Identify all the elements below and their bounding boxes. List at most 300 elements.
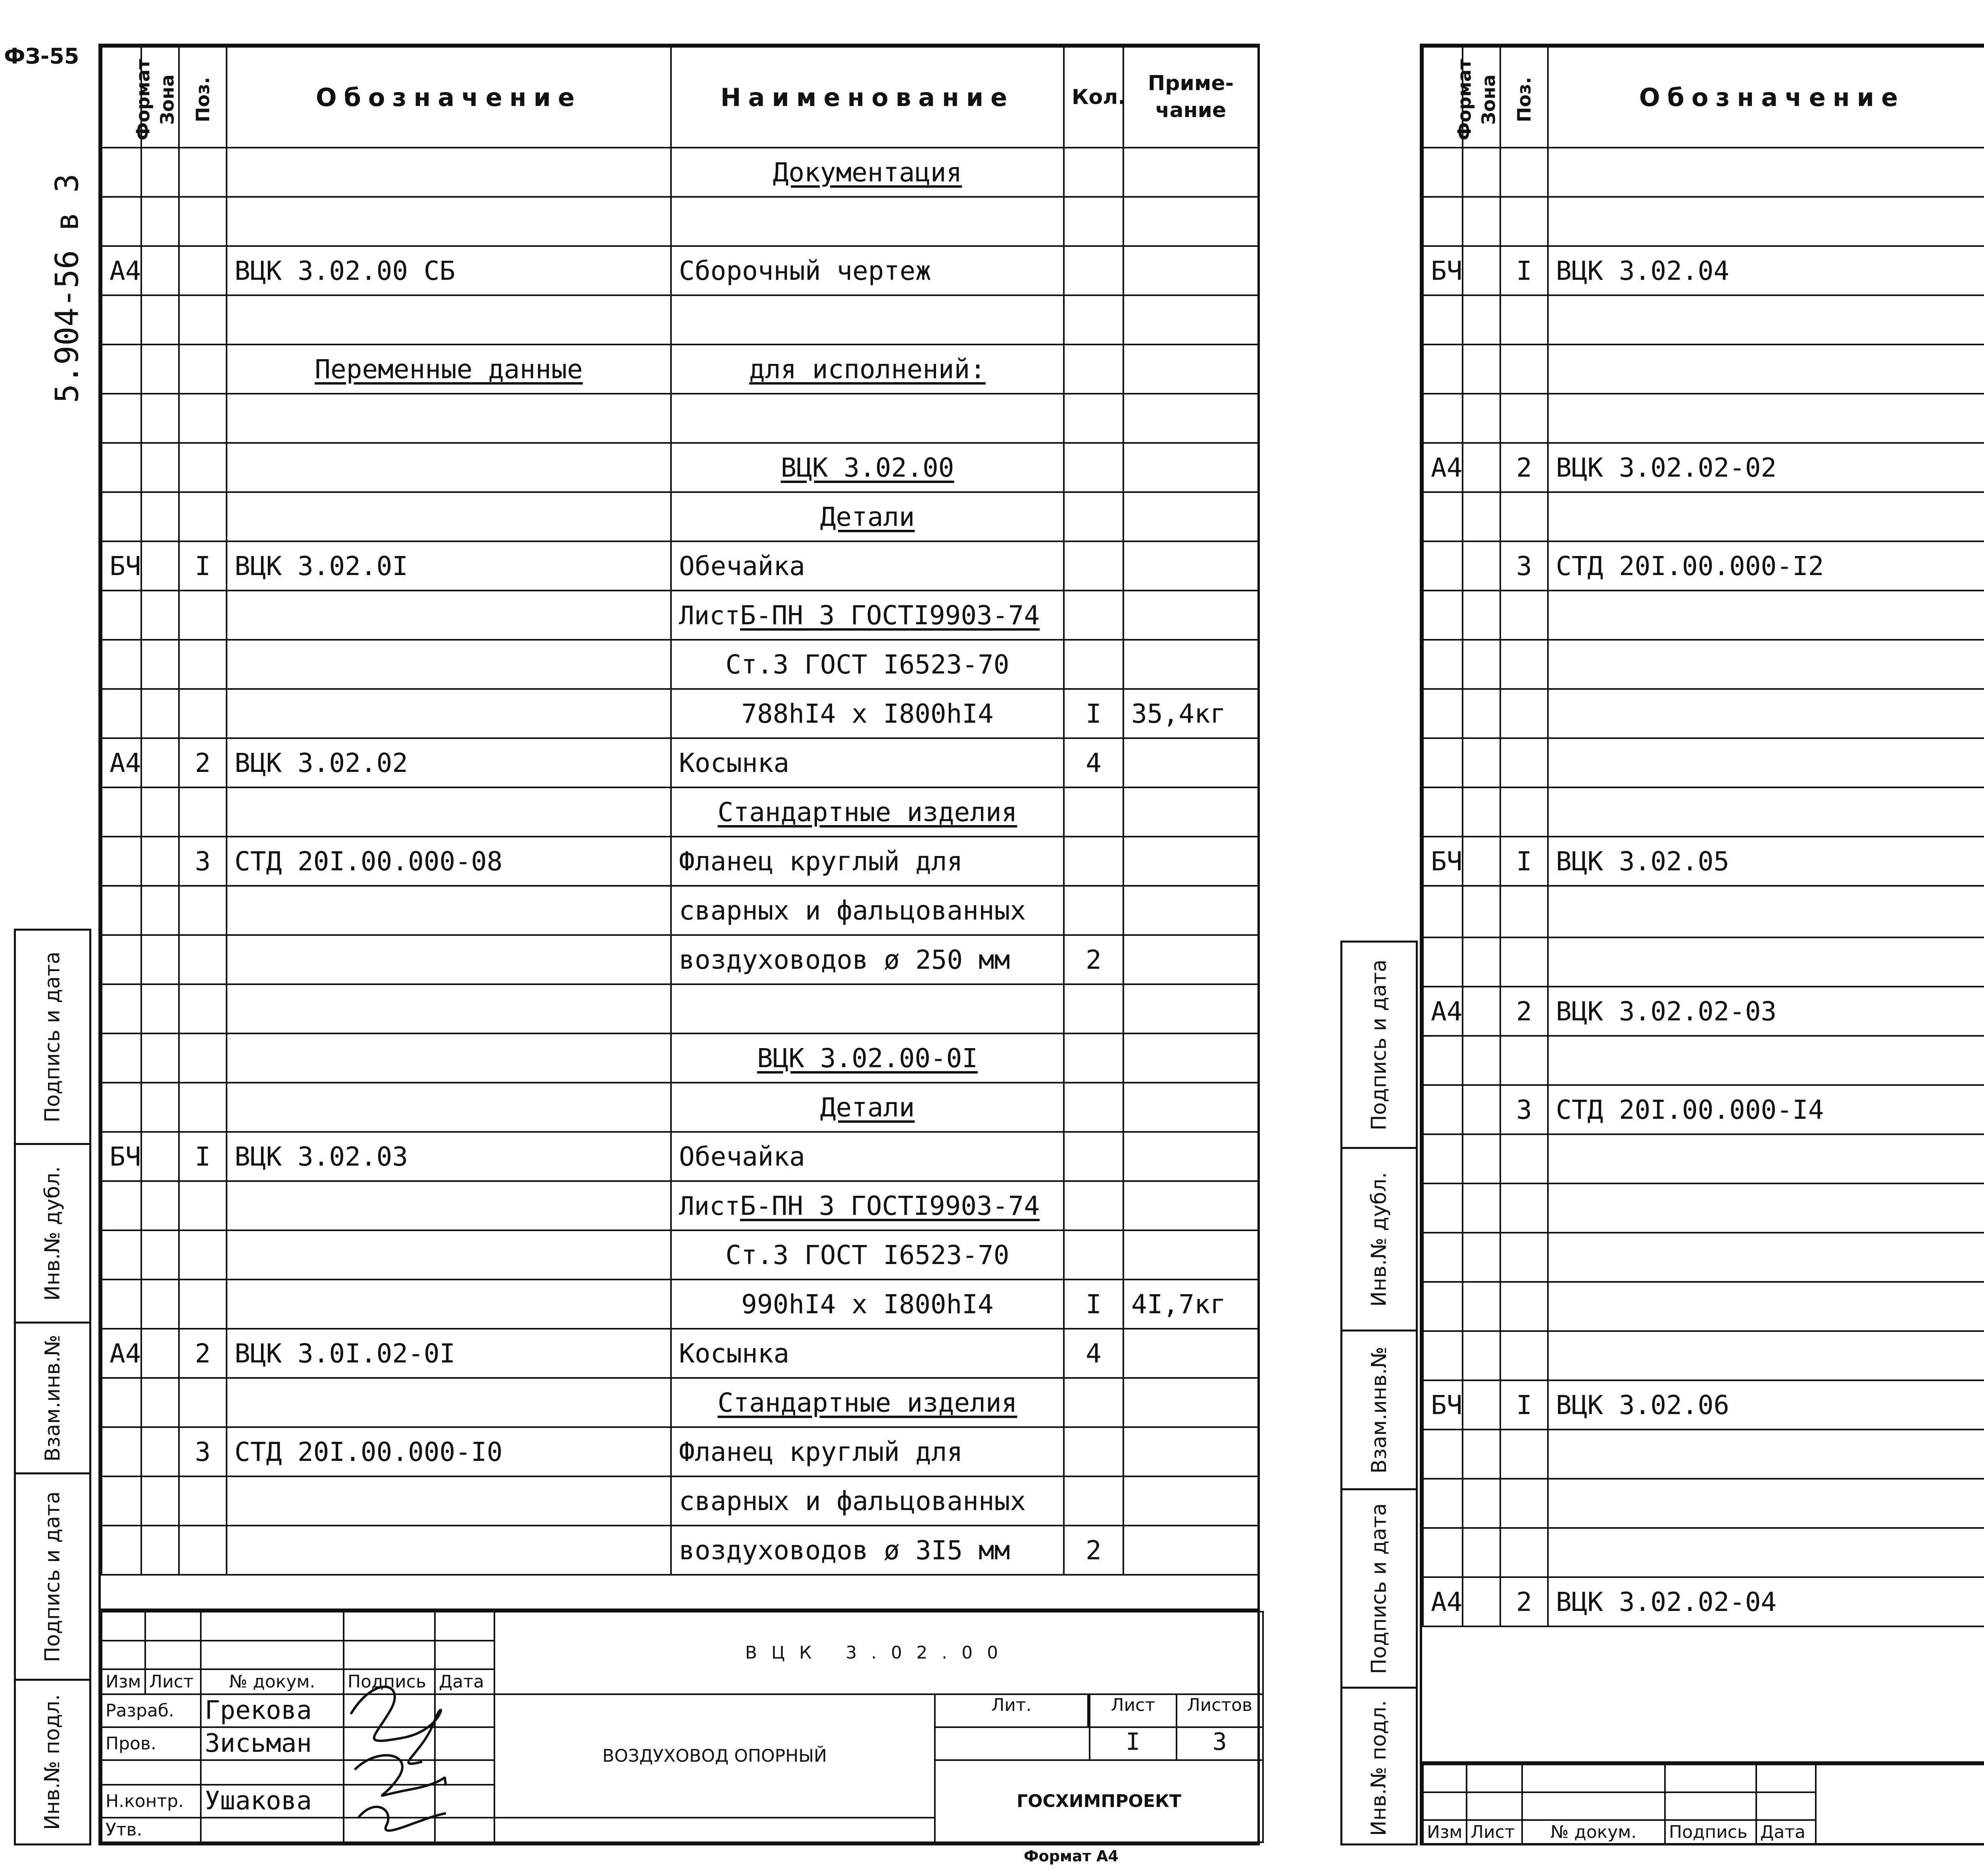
- stamp-prov-name: Зисьман: [201, 1727, 344, 1760]
- cell-pos: [179, 935, 227, 984]
- table-row: [1423, 1577, 1984, 1626]
- stamp-docno: № докум.: [201, 1669, 344, 1694]
- cell-format: [1423, 344, 1463, 394]
- cell-format: БЧ: [102, 1132, 141, 1181]
- cell-zone: [1463, 1331, 1500, 1380]
- stamp-lit: Лит.: [936, 1695, 1089, 1726]
- cell-designation: ВЦК 3.02.03: [227, 1132, 671, 1181]
- cell-zone: [141, 1033, 179, 1083]
- table-row: [1423, 295, 1984, 344]
- cell-format: A4: [1423, 443, 1463, 492]
- cell-zone: [1463, 787, 1500, 837]
- cell-zone: [141, 443, 179, 492]
- spec-table-left: [101, 46, 1259, 1576]
- table-row: [1423, 1528, 1984, 1577]
- cell-qty: [1064, 1378, 1123, 1427]
- cell-pos: 2: [179, 1329, 227, 1378]
- table-row: [1423, 1036, 1984, 1085]
- cell-zone: [141, 197, 179, 246]
- cell-zone: [1463, 987, 1500, 1036]
- side-strip-right: [1340, 941, 1418, 1845]
- cell-pos: 2: [179, 738, 227, 787]
- cell-format: [102, 886, 141, 935]
- cell-format: [102, 787, 141, 837]
- table-row: [102, 443, 1258, 492]
- side-r-sign-date-2: Подпись и дата: [1342, 1490, 1416, 1689]
- cell-format: [1423, 1528, 1463, 1577]
- cell-note: [1123, 541, 1258, 591]
- cell-designation: [227, 492, 671, 541]
- cell-designation: [1548, 1479, 1984, 1528]
- cell-qty: [1064, 492, 1123, 541]
- cell-designation: [1548, 937, 1984, 987]
- cell-name: Ст.3 ГОСТ I6523-70: [671, 1230, 1064, 1280]
- table-row: [1423, 394, 1984, 443]
- cell-qty: [1064, 295, 1123, 344]
- cell-designation: [1548, 1282, 1984, 1331]
- side-strip-left: [14, 929, 91, 1845]
- table-row: [102, 837, 1258, 886]
- stamp-izm: Изм: [102, 1669, 145, 1694]
- cell-designation: ВЦК 3.02.02: [227, 738, 671, 787]
- table-row: [102, 246, 1258, 295]
- cell-pos: [179, 984, 227, 1033]
- cell-pos: 3: [179, 1427, 227, 1476]
- cell-designation: СТД 20I.00.000-I4: [1548, 1085, 1984, 1134]
- cell-note: [1123, 1132, 1258, 1181]
- cell-zone: [141, 1230, 179, 1280]
- cell-designation: [227, 295, 671, 344]
- cell-designation: Переменные данные: [227, 344, 671, 394]
- cell-pos: [179, 1181, 227, 1230]
- cell-format: [102, 295, 141, 344]
- sheet-prefix: Лист: [679, 601, 740, 631]
- cell-designation: [1548, 1183, 1984, 1233]
- cell-zone: [141, 1132, 179, 1181]
- cell-note: [1123, 738, 1258, 787]
- cell-qty: [1064, 541, 1123, 591]
- table-row: [102, 1132, 1258, 1181]
- stamp-sheets-val: 3: [1212, 1728, 1227, 1756]
- table-row: [102, 1083, 1258, 1132]
- table-row: [102, 1378, 1258, 1427]
- cell-zone: [141, 1378, 179, 1427]
- cell-pos: [179, 394, 227, 443]
- stamp-list: Лист: [145, 1669, 201, 1694]
- cell-zone: [1463, 1479, 1500, 1528]
- cell-zone: [141, 1329, 179, 1378]
- cell-zone: [1463, 1577, 1500, 1626]
- cell-zone: [1463, 738, 1500, 787]
- material-spec: Б-ПН 3 ГОСТI9903-74: [740, 1190, 1040, 1221]
- cell-zone: [141, 394, 179, 443]
- cell-zone: [1463, 689, 1500, 738]
- cell-name: Ст.3 ГОСТ I6523-70: [671, 640, 1064, 689]
- cell-designation: [227, 591, 671, 640]
- cell-qty: I: [1064, 1280, 1123, 1329]
- table-row: [1423, 197, 1984, 246]
- stamp-sheet-label: Лист: [1090, 1695, 1177, 1726]
- cell-qty: 4: [1064, 1329, 1123, 1378]
- cell-name: ВЦК 3.02.00-0I: [671, 1033, 1064, 1083]
- side-vzam-inv: Взам.инв.№: [16, 1324, 89, 1474]
- cell-pos: 3: [1500, 1085, 1548, 1134]
- cell-format: [1423, 738, 1463, 787]
- table-row: [102, 1526, 1258, 1575]
- cell-pos: [179, 1280, 227, 1329]
- cell-name: воздуховодов ø 250 мм: [671, 935, 1064, 984]
- cell-designation: СТД 20I.00.000-08: [227, 837, 671, 886]
- table-row: [1423, 886, 1984, 937]
- table-row: [102, 541, 1258, 591]
- stamp-prov: Пров.: [102, 1727, 201, 1760]
- cell-note: [1123, 837, 1258, 886]
- cell-designation: [227, 1476, 671, 1526]
- cell-zone: [1463, 394, 1500, 443]
- cell-qty: 4: [1064, 738, 1123, 787]
- cell-pos: [1500, 1479, 1548, 1528]
- cell-zone: [141, 984, 179, 1033]
- stamp-nkontr-name: Ушакова: [201, 1785, 344, 1818]
- cell-note: [1123, 295, 1258, 344]
- album-number: 5.904-56 в 3: [48, 173, 86, 403]
- cell-qty: [1064, 197, 1123, 246]
- cell-zone: [1463, 1134, 1500, 1183]
- cell-zone: [141, 1181, 179, 1230]
- cell-zone: [1463, 1233, 1500, 1282]
- cell-zone: [141, 295, 179, 344]
- cell-name: [671, 1181, 1064, 1230]
- cell-format: [102, 492, 141, 541]
- cell-designation: [1548, 886, 1984, 937]
- cell-note: [1123, 1230, 1258, 1280]
- cell-format: [102, 984, 141, 1033]
- cell-designation: [227, 1526, 671, 1575]
- cell-designation: [1548, 591, 1984, 640]
- cell-pos: [1500, 1528, 1548, 1577]
- cell-pos: [179, 640, 227, 689]
- cell-name: Детали: [671, 492, 1064, 541]
- cell-format: [102, 1083, 141, 1132]
- table-row: [1423, 443, 1984, 492]
- cell-name: сварных и фальцованных: [671, 1476, 1064, 1526]
- cell-zone: [141, 591, 179, 640]
- cell-format: [102, 1378, 141, 1427]
- cell-pos: [179, 787, 227, 837]
- table-row: [102, 492, 1258, 541]
- cell-name: Обечайка: [671, 1132, 1064, 1181]
- cell-format: [102, 394, 141, 443]
- cell-qty: [1064, 1033, 1123, 1083]
- cell-zone: [1463, 640, 1500, 689]
- table-row: [102, 1329, 1258, 1378]
- cell-zone: [141, 1083, 179, 1132]
- cell-designation: [227, 935, 671, 984]
- side-sign-date-2: Подпись и дата: [16, 1474, 89, 1681]
- cell-zone: [141, 148, 179, 197]
- spec-sheet-left: [98, 44, 1260, 1845]
- stamp-org-left: ГОСХИМПРОЕКТ: [935, 1760, 1263, 1843]
- cell-note: [1123, 1378, 1258, 1427]
- cell-name: [671, 984, 1064, 1033]
- cell-name: Стандартные изделия: [671, 1378, 1064, 1427]
- cell-designation: ВЦК 3.02.02-03: [1548, 987, 1984, 1036]
- cell-name: Фланец круглый для: [671, 1427, 1064, 1476]
- cell-pos: [179, 886, 227, 935]
- cell-note: [1123, 886, 1258, 935]
- cell-zone: [1463, 837, 1500, 886]
- cell-name: Стандартные изделия: [671, 787, 1064, 837]
- cell-pos: [1500, 344, 1548, 394]
- cell-zone: [1463, 1430, 1500, 1479]
- cell-designation: [227, 1230, 671, 1280]
- cell-format: [102, 443, 141, 492]
- cell-zone: [141, 886, 179, 935]
- stamp-sign: Подпись: [1665, 1820, 1756, 1844]
- cell-note: [1123, 1476, 1258, 1526]
- cell-name: 990hI4 x I800hI4: [671, 1280, 1064, 1329]
- cell-format: [102, 1033, 141, 1083]
- table-row: [102, 295, 1258, 344]
- cell-pos: [1500, 1233, 1548, 1282]
- cell-name: ВЦК 3.02.00: [671, 443, 1064, 492]
- table-row: [102, 886, 1258, 935]
- cell-name: воздуховодов ø 3I5 мм: [671, 1526, 1064, 1575]
- cell-pos: [1500, 295, 1548, 344]
- cell-format: [1423, 1479, 1463, 1528]
- cell-name: [671, 197, 1064, 246]
- table-row: [1423, 492, 1984, 541]
- stamp-title: ВОЗДУХОВОД ОПОРНЫЙ: [494, 1694, 935, 1818]
- cell-qty: 2: [1064, 1526, 1123, 1575]
- stamp-list: Лист: [1467, 1820, 1522, 1844]
- cell-pos: I: [179, 1132, 227, 1181]
- cell-pos: [179, 1230, 227, 1280]
- cell-qty: [1064, 1132, 1123, 1181]
- cell-note: [1123, 197, 1258, 246]
- cell-pos: 2: [1500, 443, 1548, 492]
- cell-designation: [1548, 1233, 1984, 1282]
- cell-format: [1423, 1233, 1463, 1282]
- cell-format: [1423, 1183, 1463, 1233]
- cell-note: [1123, 1083, 1258, 1132]
- cell-format: A4: [1423, 987, 1463, 1036]
- cell-designation: ВЦК 3.02.02-02: [1548, 443, 1984, 492]
- table-row: [102, 591, 1258, 640]
- col-zone: Зона: [141, 47, 179, 148]
- cell-qty: [1064, 787, 1123, 837]
- cell-name: [671, 591, 1064, 640]
- cell-zone: [141, 640, 179, 689]
- cell-qty: [1064, 1476, 1123, 1526]
- cell-designation: [1548, 344, 1984, 394]
- table-row: [1423, 246, 1984, 295]
- cell-designation: [227, 1083, 671, 1132]
- cell-qty: 2: [1064, 935, 1123, 984]
- cell-zone: [1463, 344, 1500, 394]
- cell-format: [1423, 787, 1463, 837]
- cell-qty: [1064, 394, 1123, 443]
- top-left-code: ФЗ-55: [4, 44, 79, 69]
- cell-zone: [1463, 197, 1500, 246]
- cell-pos: 2: [1500, 987, 1548, 1036]
- cell-note: [1123, 1033, 1258, 1083]
- cell-pos: [1500, 689, 1548, 738]
- cell-name: сварных и фальцованных: [671, 886, 1064, 935]
- cell-note: [1123, 1427, 1258, 1476]
- cell-qty: [1064, 148, 1123, 197]
- table-row: [1423, 787, 1984, 837]
- cell-name: [671, 295, 1064, 344]
- cell-pos: [179, 197, 227, 246]
- cell-pos: [1500, 1183, 1548, 1233]
- stamp-razrab-name: Грекова: [201, 1694, 344, 1727]
- cell-designation: [1548, 295, 1984, 344]
- cell-pos: [179, 1378, 227, 1427]
- cell-note: 35,4кг: [1123, 689, 1258, 738]
- col-zone: Зона: [1463, 47, 1500, 148]
- cell-zone: [141, 344, 179, 394]
- cell-designation: ВЦК 3.02.0I: [227, 541, 671, 591]
- cell-pos: [1500, 492, 1548, 541]
- cell-pos: [1500, 886, 1548, 937]
- table-row: [1423, 541, 1984, 591]
- cell-format: [1423, 1430, 1463, 1479]
- col-format: Формат: [102, 47, 141, 148]
- cell-format: [1423, 1282, 1463, 1331]
- cell-name: [671, 394, 1064, 443]
- table-header: [102, 47, 1258, 148]
- cell-format: [102, 1427, 141, 1476]
- side-r-inv-podl: Инв.№ подл.: [1367, 1700, 1391, 1836]
- cell-format: [1423, 689, 1463, 738]
- cell-format: [102, 197, 141, 246]
- cell-designation: [227, 443, 671, 492]
- cell-designation: [1548, 738, 1984, 787]
- table-row: [102, 738, 1258, 787]
- stamp-date: Дата: [1756, 1820, 1816, 1844]
- cell-format: БЧ: [1423, 1380, 1463, 1430]
- cell-zone: [141, 1427, 179, 1476]
- cell-format: [102, 344, 141, 394]
- material-spec: Б-ПН 3 ГОСТI9903-74: [740, 600, 1040, 631]
- title-block-left: [101, 1609, 1257, 1843]
- cell-pos: [179, 443, 227, 492]
- cell-name: Косынка: [671, 1329, 1064, 1378]
- table-row: [1423, 987, 1984, 1036]
- table-row: [1423, 1479, 1984, 1528]
- cell-format: БЧ: [102, 541, 141, 591]
- table-row: [102, 1427, 1258, 1476]
- cell-pos: [1500, 1430, 1548, 1479]
- cell-designation: [227, 1280, 671, 1329]
- cell-format: БЧ: [1423, 246, 1463, 295]
- col-note: Приме- чание: [1123, 47, 1258, 148]
- cell-designation: [1548, 640, 1984, 689]
- cell-qty: [1064, 246, 1123, 295]
- table-row: [102, 640, 1258, 689]
- cell-note: [1123, 1526, 1258, 1575]
- cell-designation: [1548, 1331, 1984, 1380]
- cell-zone: [1463, 1528, 1500, 1577]
- cell-designation: ВЦК 3.02.06: [1548, 1380, 1984, 1430]
- cell-qty: [1064, 1181, 1123, 1230]
- cell-name: Фланец круглый для: [671, 837, 1064, 886]
- cell-format: [1423, 394, 1463, 443]
- cell-designation: ВЦК 3.02.05: [1548, 837, 1984, 886]
- title-block-right: [1422, 1761, 1984, 1843]
- cell-format: [102, 1476, 141, 1526]
- cell-qty: [1064, 591, 1123, 640]
- cell-pos: [1500, 937, 1548, 987]
- table-row: [102, 1033, 1258, 1083]
- table-row: [1423, 1085, 1984, 1134]
- cell-format: [1423, 1134, 1463, 1183]
- cell-pos: [1500, 1331, 1548, 1380]
- cell-format: [1423, 541, 1463, 591]
- cell-name: 788hI4 x I800hI4: [671, 689, 1064, 738]
- stamp-sheet-val: I: [1090, 1728, 1177, 1759]
- cell-zone: [141, 837, 179, 886]
- cell-designation: [1548, 1430, 1984, 1479]
- cell-note: [1123, 246, 1258, 295]
- table-row: [1423, 689, 1984, 738]
- cell-designation: [1548, 492, 1984, 541]
- table-row: [1423, 937, 1984, 987]
- cell-format: [102, 1280, 141, 1329]
- cell-designation: [1548, 1036, 1984, 1085]
- table-row: [1423, 1331, 1984, 1380]
- spec-table-right: [1422, 46, 1984, 1627]
- table-row: [1423, 640, 1984, 689]
- cell-format: [102, 640, 141, 689]
- cell-pos: [179, 591, 227, 640]
- cell-pos: [179, 148, 227, 197]
- table-row: [102, 1280, 1258, 1329]
- cell-pos: [179, 689, 227, 738]
- col-designation: Обозначение: [1548, 47, 1984, 148]
- stamp-utv: Утв.: [102, 1818, 201, 1842]
- cell-pos: 2: [1500, 1577, 1548, 1626]
- cell-format: A4: [1423, 1577, 1463, 1626]
- cell-pos: I: [1500, 246, 1548, 295]
- cell-note: [1123, 1181, 1258, 1230]
- cell-qty: [1064, 344, 1123, 394]
- cell-qty: [1064, 443, 1123, 492]
- cell-format: [102, 148, 141, 197]
- stamp-docno: № докум.: [1522, 1820, 1665, 1844]
- cell-designation: [1548, 1134, 1984, 1183]
- cell-pos: 3: [179, 837, 227, 886]
- cell-pos: [179, 492, 227, 541]
- cell-format: A4: [102, 738, 141, 787]
- side-r-vzam-inv: Взам.инв.№: [1342, 1331, 1416, 1490]
- cell-format: [1423, 886, 1463, 937]
- cell-format: [1423, 1085, 1463, 1134]
- cell-name: Детали: [671, 1083, 1064, 1132]
- cell-note: [1123, 394, 1258, 443]
- cell-format: [1423, 295, 1463, 344]
- format-label-left: Формат A4: [1024, 1847, 1119, 1865]
- table-row: [102, 689, 1258, 738]
- cell-note: [1123, 443, 1258, 492]
- cell-qty: [1064, 984, 1123, 1033]
- cell-zone: [1463, 246, 1500, 295]
- cell-qty: [1064, 1427, 1123, 1476]
- side-r-sign-date-1: Подпись и дата: [1342, 943, 1416, 1149]
- cell-zone: [1463, 148, 1500, 197]
- stamp-doc-right: [1816, 1764, 1984, 1844]
